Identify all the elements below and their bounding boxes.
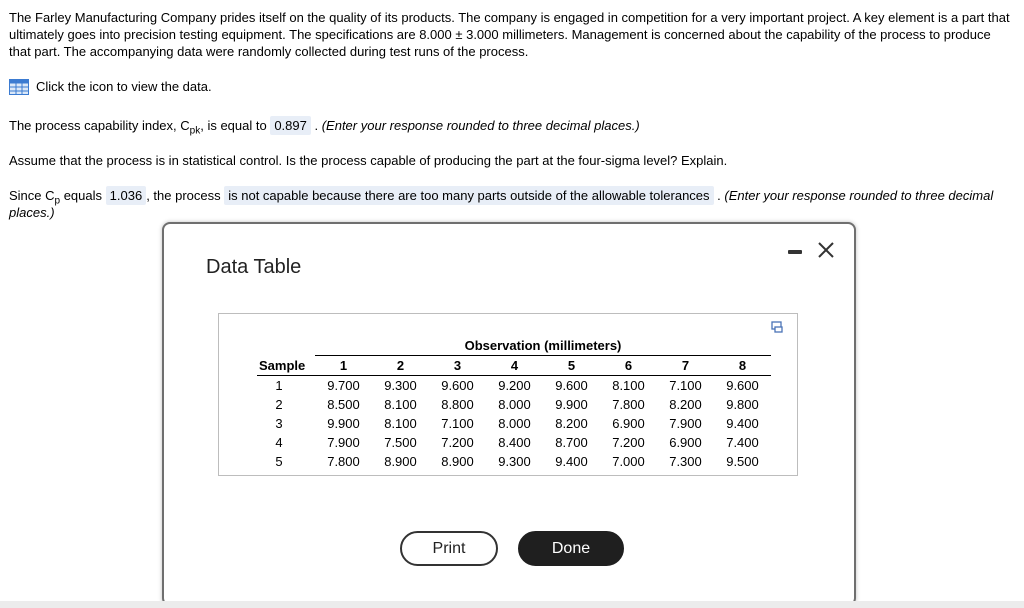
bottom-strip [0,601,1024,608]
cpk-answer-field[interactable]: 0.897 [270,116,311,135]
done-button[interactable]: Done [518,531,624,566]
observation-cell: 8.000 [498,416,531,431]
print-button[interactable]: Print [400,531,498,566]
since-mid: equals [60,188,106,203]
observation-cell: 7.000 [612,454,645,469]
observation-cell: 8.400 [498,435,531,450]
observation-cell: 8.000 [498,397,531,412]
cpk-hint: (Enter your response rounded to three decimal places.) [321,118,640,133]
cp-subscript: p [54,195,61,207]
table-row [257,414,771,433]
observation-cell: 9.600 [555,378,588,393]
observation-cell: 7.200 [441,435,474,450]
observation-cell: 6.900 [669,435,702,450]
sample-number-cell: 4 [275,435,283,450]
cpk-subscript: pk [189,125,201,137]
observation-caption: Observation (millimeters) [315,336,771,356]
observation-cell: 8.100 [384,397,417,412]
observation-cell: 9.300 [384,378,417,393]
observation-cell: 8.700 [555,435,588,450]
observation-cell: 9.600 [726,378,759,393]
data-table-icon[interactable] [9,79,29,95]
cp-hint: (Enter your response rounded to three decimal places.) [9,188,994,220]
observation-cell: 7.400 [726,435,759,450]
observation-cell: 8.800 [441,397,474,412]
observation-cell: 7.900 [669,416,702,431]
data-link-row[interactable] [9,78,1015,95]
observation-cell: 8.900 [384,454,417,469]
observation-cell: 8.200 [555,416,588,431]
column-header: 8 [714,356,771,376]
observation-cell: 8.100 [612,378,645,393]
column-header: 3 [429,356,486,376]
column-header: 4 [486,356,543,376]
observation-cell: 9.300 [498,454,531,469]
sample-number-cell: 3 [275,416,283,431]
observation-cell: 7.300 [669,454,702,469]
observation-cell: 7.500 [384,435,417,450]
assume-question: Assume that the process is in statistical control. Is the process capable of producing the part at the four-sigma level? Explain. [9,153,728,168]
data-link-text[interactable]: Click the icon to view the data. [36,79,212,94]
capability-answer-dropdown[interactable]: is not capable because there are too many parts outside of the allowable tolerances [224,186,713,205]
sample-header: Sample [257,356,315,376]
sample-number-cell: 2 [275,397,283,412]
close-icon[interactable] [816,240,836,260]
observation-cell: 9.500 [726,454,759,469]
sample-number-cell: 1 [275,378,283,393]
data-table-container [218,313,798,476]
observation-cell: 9.900 [555,397,588,412]
column-header: 7 [657,356,714,376]
observation-cell: 7.800 [327,454,360,469]
observation-cell: 7.200 [612,435,645,450]
observation-cell: 8.900 [441,454,474,469]
cpk-question: The process capability index, $C_{pk}$, is equal to 0.897 . (Enter your response rounded to three decimal places.) [9,118,640,137]
observation-cell: 6.900 [612,416,645,431]
observation-table [257,336,771,471]
observation-cell: 9.600 [441,378,474,393]
observation-cell: 9.900 [327,416,360,431]
column-header: 1 [315,356,372,376]
observation-cell: 7.100 [441,416,474,431]
observation-cell: 7.800 [612,397,645,412]
table-body [257,376,771,472]
since-prefix: Since C [9,188,55,203]
observation-header-row [257,336,771,356]
sample-number-cell: 5 [275,454,283,469]
column-header-row [257,356,771,376]
observation-cell: 9.400 [726,416,759,431]
cpk-mid: , is equal to [200,118,271,133]
observation-cell: 8.100 [384,416,417,431]
since-mid2: , the process [146,188,225,203]
observation-cell: 9.200 [498,378,531,393]
cpk-prefix: The process capability index, C [9,118,190,133]
observation-cell: 9.400 [555,454,588,469]
observation-cell: 8.500 [327,397,360,412]
observation-cell: 9.800 [726,397,759,412]
observation-cell: 9.700 [327,378,360,393]
table-row [257,433,771,452]
observation-cell: 7.900 [327,435,360,450]
data-table-modal [162,222,856,606]
column-header: 6 [600,356,657,376]
copy-icon[interactable] [771,321,783,333]
table-row [257,452,771,471]
observation-cell: 8.200 [669,397,702,412]
column-header: 2 [372,356,429,376]
problem-intro: The Farley Manufacturing Company prides itself on the quality of its products. The company is engaged in competition for a very important project. A key element is a part that ultimately goes into precision testing equipment. The specifications are 8.000 ± 3.000 millimeters. Management is concerned about the capability of the process to produce that part. The accompanying data were randomly collected during test runs of the process. [9,10,1010,59]
table-row [257,376,771,396]
problem-statement [9,9,1015,221]
cp-question: Since $C_p$ equals 1.036 , the process is not capable because there are too many parts outside of the allowable tolerances . (Enter your response rounded to three decimal places.) [9,188,994,220]
observation-cell: 7.100 [669,378,702,393]
cp-answer-field[interactable]: 1.036 [106,186,147,205]
modal-title: Data Table [206,256,302,278]
minimize-icon[interactable] [788,250,802,254]
column-header: 5 [543,356,600,376]
table-row [257,395,771,414]
